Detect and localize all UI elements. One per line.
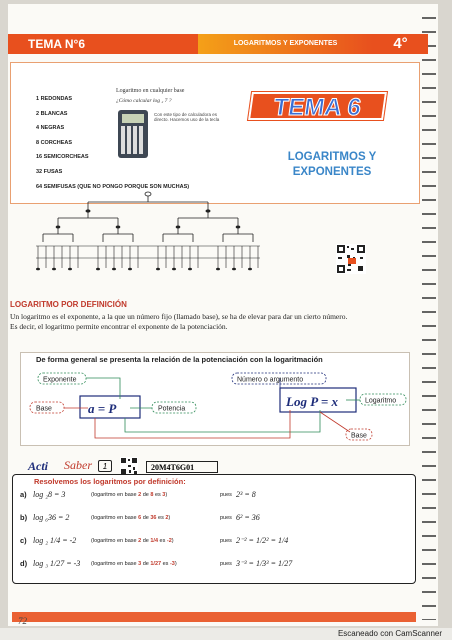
exercise-note: (logaritmo en base 2 de 8 es 3) bbox=[91, 491, 168, 498]
potencia-label: Potencia bbox=[158, 405, 186, 413]
exercise-result: 3⁻³ = 1/3³ = 1/27 bbox=[235, 559, 293, 568]
note-item: 32 FUSAS bbox=[36, 168, 63, 175]
activity-number: 1 bbox=[98, 460, 112, 472]
definition-text bbox=[10, 312, 410, 331]
note-item: 16 SEMICORCHEAS bbox=[36, 154, 89, 160]
exercise-note: (logaritmo en base 6 de 36 es 2) bbox=[91, 514, 171, 521]
page-header bbox=[8, 34, 428, 54]
exercise-row bbox=[20, 536, 288, 545]
exercise-pues: pues bbox=[220, 514, 232, 521]
calc-hint: Con este tipo de calculadora es directo. Hacemos uso de la tecla bbox=[154, 112, 220, 122]
scanner-footer bbox=[0, 628, 452, 640]
unit-label: TEMA N°6 bbox=[8, 34, 198, 54]
activity-code: 20M4T6G01 bbox=[146, 461, 218, 473]
exercise-label: c) bbox=[20, 536, 27, 545]
exercise-row bbox=[20, 513, 260, 522]
exercise-equation: log ₂8 = 3 bbox=[33, 490, 66, 499]
exercise-note: (logaritmo en base 2 de 1/4 es -2) bbox=[91, 537, 174, 544]
exercise-equation: log ₆36 = 2 bbox=[33, 513, 70, 522]
activity-brand: Acti bbox=[28, 459, 48, 473]
note-item-last: 64 SEMIFUSAS (QUE NO PONGO PORQUE SON MUCHAS) bbox=[36, 184, 190, 190]
note-tree-diagram bbox=[28, 188, 278, 288]
topic-title bbox=[262, 150, 402, 180]
exercise-pues: pues bbox=[220, 491, 232, 498]
exercise-row bbox=[20, 559, 292, 568]
calculator-icon bbox=[118, 110, 148, 158]
title-line-2: EXPONENTES bbox=[292, 166, 372, 178]
exercise-row bbox=[20, 490, 256, 499]
note-item: 8 CORCHEAS bbox=[36, 139, 73, 146]
exercise-label: b) bbox=[20, 513, 28, 522]
footer-bar bbox=[12, 612, 416, 622]
power-formula: a = P bbox=[88, 401, 117, 416]
note-item: 1 REDONDAS bbox=[36, 96, 73, 102]
relation-title: De forma general se presenta la relación de la potenciación con la logaritmación bbox=[36, 355, 323, 364]
exercise-result: 2³ = 8 bbox=[235, 490, 256, 499]
note-item: 2 BLANCAS bbox=[36, 110, 68, 117]
logaritmo-label: Logaritmo bbox=[365, 397, 397, 405]
note-item: 4 NEGRAS bbox=[36, 125, 65, 131]
definition-heading: LOGARITMO POR DEFINICIÓN bbox=[10, 300, 127, 309]
exercise-note: (logaritmo en base 3 de 1/27 es -3) bbox=[91, 560, 177, 567]
exponent-label: Exponente bbox=[43, 376, 77, 384]
definition-paragraph-1: Un logaritmo es el exponente, a la que un número fijo (llamado base), se ha de elevar para dar un cierto número. bbox=[10, 312, 348, 321]
grade-label: 4° bbox=[373, 34, 428, 54]
qr-code-icon[interactable] bbox=[336, 244, 366, 274]
title-line-1: LOGARITMOS Y bbox=[287, 151, 377, 163]
calculator-note bbox=[110, 88, 250, 162]
activity-brand-2: Saber bbox=[64, 458, 92, 472]
exercise-result: 2⁻² = 1/2² = 1/4 bbox=[235, 536, 289, 545]
exercise-equation: log ₂ 1/4 = -2 bbox=[33, 536, 77, 545]
scanner-label: Escaneado con CamScanner bbox=[337, 629, 442, 638]
section-label: LOGARITMOS Y EXPONENTES bbox=[198, 34, 373, 54]
exercise-pues: pues bbox=[220, 560, 232, 567]
base-left-label: Base bbox=[36, 405, 52, 413]
definition-paragraph-2: Es decir, el logaritmo permite encontrar el exponente de la potenciación. bbox=[10, 321, 228, 331]
activity-qr-icon[interactable] bbox=[120, 457, 138, 475]
spiral-binding bbox=[422, 10, 436, 620]
numero-label: Número o argumento bbox=[237, 376, 304, 384]
page-number: 72 bbox=[18, 616, 27, 626]
exercise-label: a) bbox=[20, 490, 27, 499]
relation-diagram bbox=[20, 362, 410, 446]
tema-badge: TEMA 6 bbox=[248, 92, 387, 120]
exercise-result: 6² = 36 bbox=[235, 513, 260, 522]
exercise-pues: pues bbox=[220, 537, 232, 544]
exercise-equation: log ₃ 1/27 = -3 bbox=[33, 559, 81, 568]
calc-heading: Logaritmo en cualquier base bbox=[116, 88, 185, 94]
calc-question: ¿Cómo calcular log ₂ 7 ? bbox=[116, 98, 172, 104]
exercises-heading: Resolvemos los logaritmos por definición: bbox=[34, 477, 186, 486]
log-formula: Log P = x bbox=[286, 394, 339, 409]
exercise-label: d) bbox=[20, 559, 28, 568]
base-right-label: Base bbox=[351, 432, 367, 440]
